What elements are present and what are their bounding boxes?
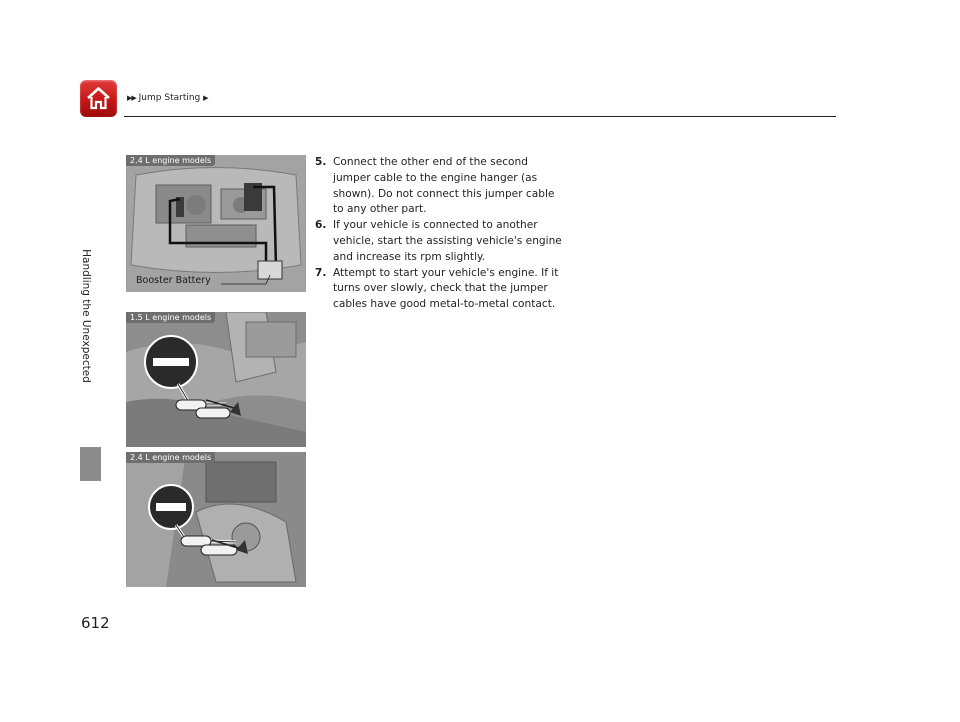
breadcrumb-arrow-icon: ▶▶: [127, 94, 136, 102]
step-text: If your vehicle is connected to another vehicle, start the assisting vehicle's engine and increase its rpm slightly.: [333, 219, 562, 263]
step-number: 6.: [315, 219, 327, 232]
engine-hanger-illustration: [126, 452, 306, 587]
breadcrumb[interactable]: [127, 93, 208, 103]
instruction-steps: [315, 155, 565, 313]
step-number: 7.: [315, 266, 327, 279]
step-text: Connect the other end of the second jumper cable to the engine hanger (as shown). Do not connect this jumper cable to any other part.: [333, 156, 555, 216]
home-button[interactable]: [80, 80, 117, 117]
page-number: 612: [81, 614, 110, 632]
home-icon: [85, 85, 112, 112]
engine-hanger-illustration: [126, 312, 306, 447]
step-text: Attempt to start your vehicle's engine. If it turns over slowly, check that the jumper cables have good metal-to-metal contact.: [333, 266, 559, 311]
booster-battery-callout: Booster Battery: [136, 275, 211, 286]
figure-engine-hanger-1: [126, 312, 306, 447]
figure-engine-bay: [126, 155, 306, 292]
figure-engine-hanger-2: [126, 452, 306, 587]
engine-bay-illustration: [126, 155, 306, 292]
section-label: Handling the Unexpected: [80, 249, 92, 383]
figure-label: 1.5 L engine models: [126, 312, 215, 323]
step-item: [315, 218, 565, 265]
header-rule: [124, 116, 836, 117]
figure-label: 2.4 L engine models: [126, 452, 215, 463]
step-number: 5.: [315, 156, 327, 168]
breadcrumb-arrow-icon: ▶: [203, 94, 208, 102]
step-item: [315, 266, 565, 313]
step-item: [315, 155, 565, 218]
section-tab: [80, 447, 101, 481]
breadcrumb-item[interactable]: Jump Starting: [138, 93, 201, 103]
figure-label: 2.4 L engine models: [126, 155, 215, 166]
